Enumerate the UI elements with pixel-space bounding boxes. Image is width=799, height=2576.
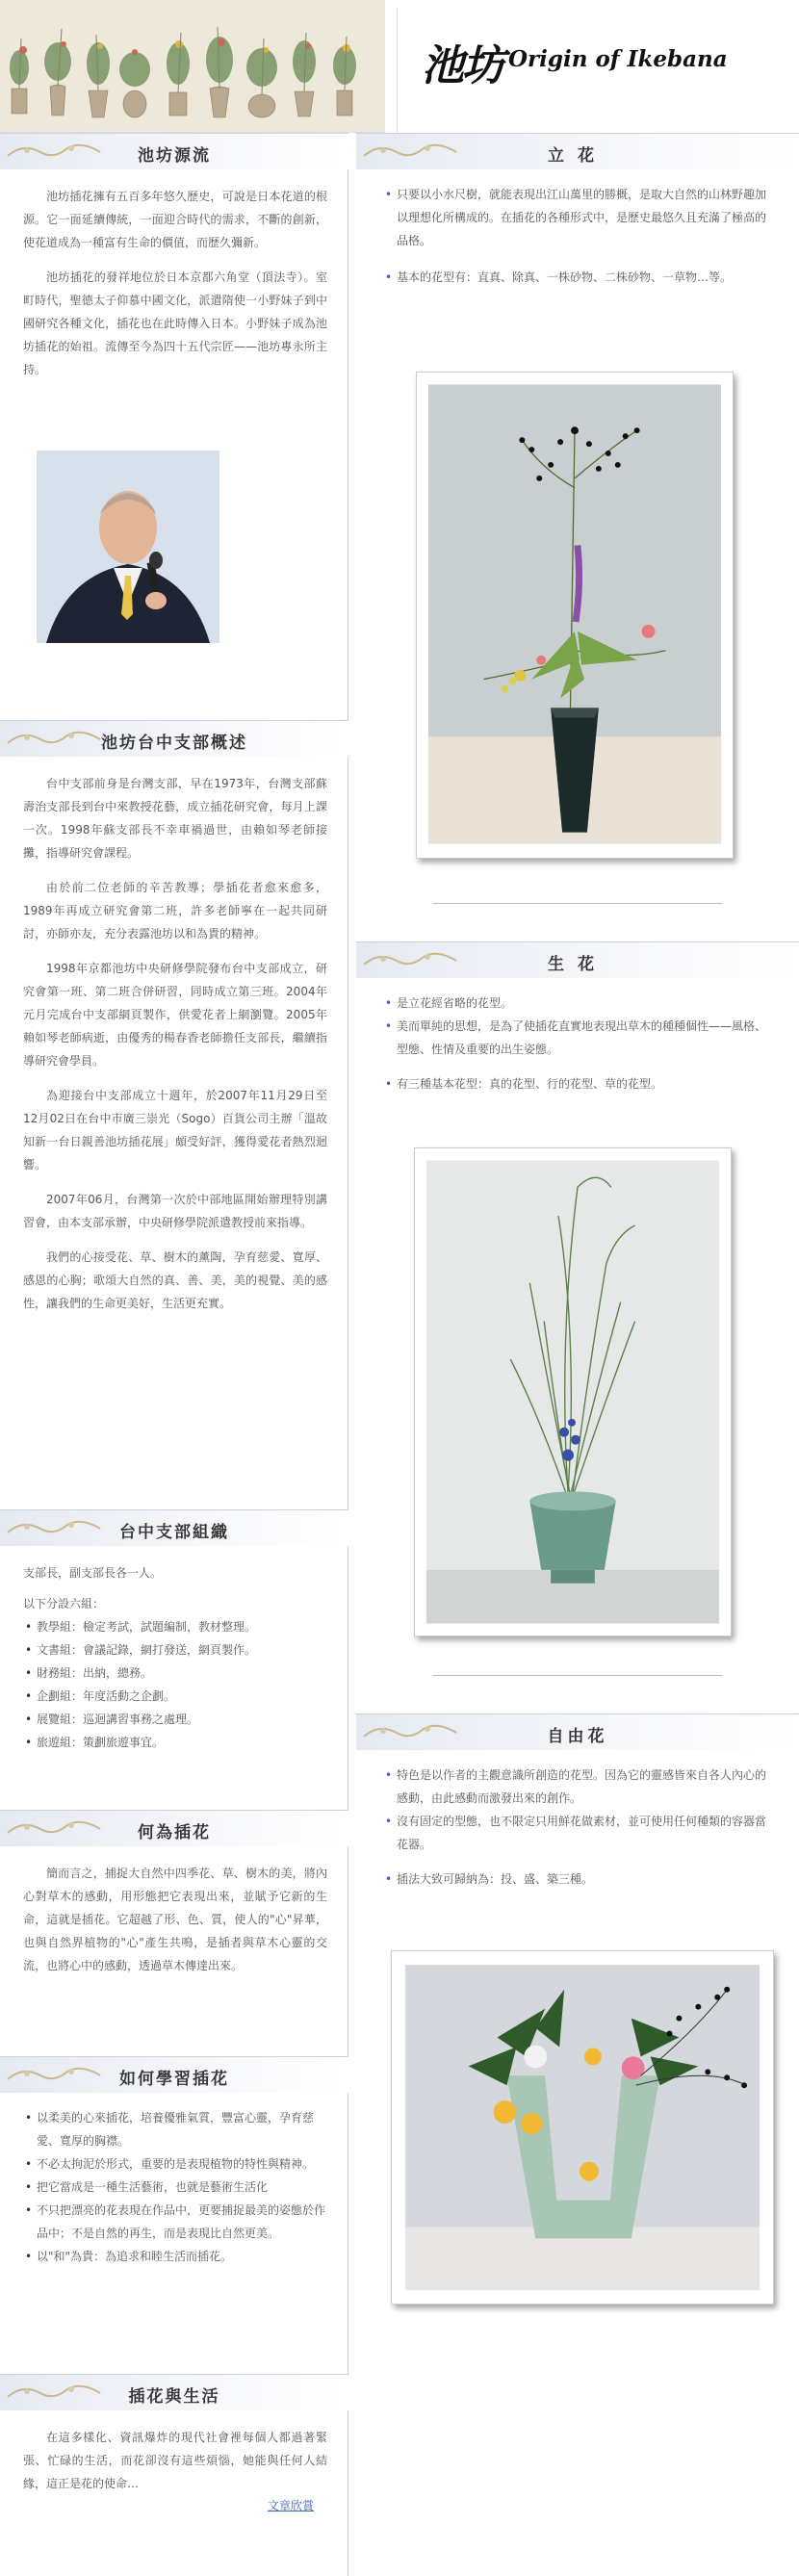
list-item: • 展覽組：巡迴講習事務之處理。: [23, 1708, 327, 1731]
paragraph: 我們的心接受花、草、樹木的薰陶，孕育慈愛、寬厚、感恩的心胸；歌頌大自然的真、善、美，美的視覺、美的感性，讓我們的生命更美好，生活更充實。: [23, 1250, 327, 1310]
list-item: • 美而單純的思想，是為了使插花直實地表現出草木的種種個性——風格、型態、性情及重要的出生姿態。: [383, 1015, 774, 1061]
section-rikka: [356, 133, 799, 289]
section-ikebana-and-life: [0, 2374, 348, 2521]
paragraph: 池坊插花的發祥地位於日本京都六角堂（頂法寺）。室町時代，聖德太子仰慕中國文化，派遣隋使一小野妹子到中國研究各種文化，插花也在此時傳入日本。小野妹子成為池坊插花的始祖。流傳至今為四十五代宗匠——池坊專永所主持。: [23, 270, 327, 376]
list-item: • 以柔美的心來插花，培養優雅氣質，豐富心靈，孕育慈愛、寬厚的胸襟。: [23, 2106, 327, 2152]
section-title: 生花: [548, 955, 607, 974]
list-item: • 不必太拘泥於形式，重要的是表現植物的特性與精神。: [23, 2152, 327, 2176]
shoka-photo: [414, 1147, 732, 1636]
paragraph: 簡而言之，捕捉大自然中四季花、草、樹木的美，將內心對草木的感動，用形態把它表現出來，並賦予它新的生命，這就是插花。它超越了形、色、質，使人的"心"昇華，也與自然界植物的"心"產生共鳴，是插者與草木心靈的交流，也將心中的感動，透過草木傳達出來。: [23, 1867, 327, 1972]
rikka-photo: [416, 372, 734, 859]
section-header: [0, 2374, 348, 2410]
section-jiyuka: [356, 1713, 799, 1891]
paragraph: 為迎接台中支部成立十週年，於2007年11月29日至12月02日在台中市廣三崇光（Sogo）百貨公司主辦「溫故知新一台日親善池坊插花展」頗受好評，獲得愛花者熱烈迴響。: [23, 1089, 327, 1172]
list-item: • 只要以小水尺樹，就能表現出江山萬里的勝概，是取大自然的山林野趣加以理想化所構成的。在插花的各種形式中，是歷史最悠久且充滿了極高的品格。: [383, 183, 774, 252]
rikka-list: [383, 183, 774, 289]
paragraph: 在這多樣化、資訊爆炸的現代社會裡每個人都過著緊張、忙碌的生活，而花卻沒有這些煩惱，她能與任何人結緣，這正是花的使命…: [23, 2431, 327, 2490]
list-item: • 把它當成是一種生活藝術，也就是藝術生活化: [23, 2176, 327, 2199]
title-calligraphy: 池坊: [422, 41, 503, 90]
jiyuka-list: [383, 1764, 774, 1891]
learn-list: [23, 2106, 327, 2268]
site-title: [400, 0, 799, 133]
list-item: • 財務組：出納，總務。: [23, 1662, 327, 1685]
list-item: • 旅遊組：策劃旅遊事宜。: [23, 1731, 327, 1754]
shoka-list: [383, 992, 774, 1095]
org-list: [23, 1615, 327, 1754]
paragraph: 由於前二位老師的辛苦教導；學插花者愈來愈多，1989年再成立研究會第二班，許多老師寧在一起共同研討，亦師亦友，充分表露池坊以和為貴的精神。: [23, 881, 327, 940]
divider: [433, 903, 722, 904]
section-title: 如何學習插花: [119, 2070, 229, 2089]
section-title: 自由花: [547, 1727, 608, 1746]
list-item: • 沒有固定的型態，也不限定只用鮮花做素材，並可使用任何種類的容器當花器。: [383, 1810, 774, 1856]
org-line: 以下分設六組：: [23, 1597, 105, 1610]
list-item: • 插法大致可歸納為：投、盛、築三種。: [383, 1868, 774, 1891]
org-line: 支部長，副支部長各一人。: [23, 1566, 163, 1580]
portrait-photo: [37, 451, 219, 643]
section-origin: [0, 133, 348, 400]
jiyuka-photo: [391, 1950, 774, 2305]
section-taichung-overview: [0, 720, 348, 1334]
section-title: 何為插花: [138, 1823, 211, 1842]
section-shoka: [356, 941, 799, 1095]
ikebana-scroll-illustration: [0, 0, 385, 133]
section-how-to-learn: [0, 2056, 348, 2276]
section-title: 台中支部組織: [119, 1523, 229, 1542]
section-title: 池坊源流: [138, 146, 211, 166]
list-item: • 教學組：檢定考試，試題編制，教材整理。: [23, 1615, 327, 1638]
divider: [433, 1675, 722, 1676]
list-item: • 文書組：會議記錄，網打發送，網頁製作。: [23, 1638, 327, 1662]
section-header: [0, 2056, 348, 2093]
header-divider: [397, 8, 398, 133]
list-item: • 不只把漂亮的花表現在作品中，更要捕捉最美的姿態於作品中；不是自然的再生，而是表現比自然更美。: [23, 2199, 327, 2245]
section-header: [0, 133, 348, 169]
section-what-is-ikebana: [0, 1810, 348, 1996]
list-item: • 有三種基本花型：真的花型、行的花型、草的花型。: [383, 1072, 774, 1095]
list-item: • 特色是以作者的主觀意識所創造的花型。因為它的靈感皆來自各人內心的感動，由此感動而激發出來的創作。: [383, 1764, 774, 1810]
section-title: 立花: [548, 146, 607, 166]
section-header: [356, 133, 799, 169]
list-item: • 企劃組：年度活動之企劃。: [23, 1685, 327, 1708]
paragraph: 池坊插花擁有五百多年悠久歷史，可說是日本花道的根源。它一面延續傳統，一面迎合時代的需求，不斷的創新，使花道成為一種富有生命的價值，而歷久彌新。: [23, 190, 327, 249]
banner-scroll-painting: [0, 0, 385, 133]
read-article-link[interactable]: 文章欣賞: [267, 2499, 314, 2512]
title-english: Origin of Ikebana: [508, 46, 728, 72]
list-item: • 基本的花型有：直真、除真、一株砂物、二株砂物、一草物…等。: [383, 266, 774, 289]
section-organization: [0, 1509, 348, 1762]
section-header: [0, 720, 348, 757]
section-header: [356, 1713, 799, 1750]
section-header: [356, 941, 799, 978]
list-item: • 是立花經省略的花型。: [383, 992, 774, 1015]
section-header: [0, 1810, 348, 1846]
paragraph: 2007年06月，台灣第一次於中部地區開始辦理特別講習會，由本支部承辦，中央研修學院派遣教授前來指導。: [23, 1193, 327, 1229]
list-item: • 以"和"為貴：為追求和睦生活而插花。: [23, 2245, 327, 2268]
section-title: 插花與生活: [128, 2387, 220, 2407]
paragraph: 1998年京都池坊中央研修學院發布台中支部成立，研究會第一班、第二班合併研習，同時成立第三班。2004年元月完成台中支部網頁製作，供愛花者上網瀏覽。2005年賴如琴老師病逝，由優秀的楊春香老師擔任支部長，繼續指導研究會學員。: [23, 962, 327, 1068]
left-column: [0, 133, 348, 2576]
section-header: [0, 1509, 348, 1546]
paragraph: 台中支部前身是台灣支部，早在1973年，台灣支部蘇壽治支部長到台中來教授花藝，成立插花研究會，每月上課一次。1998年蘇支部長不幸車禍過世，由賴如琴老師接攤，指導研究會課程。: [23, 777, 327, 860]
section-title: 池坊台中支部概述: [101, 734, 247, 753]
right-column: [356, 133, 799, 2576]
